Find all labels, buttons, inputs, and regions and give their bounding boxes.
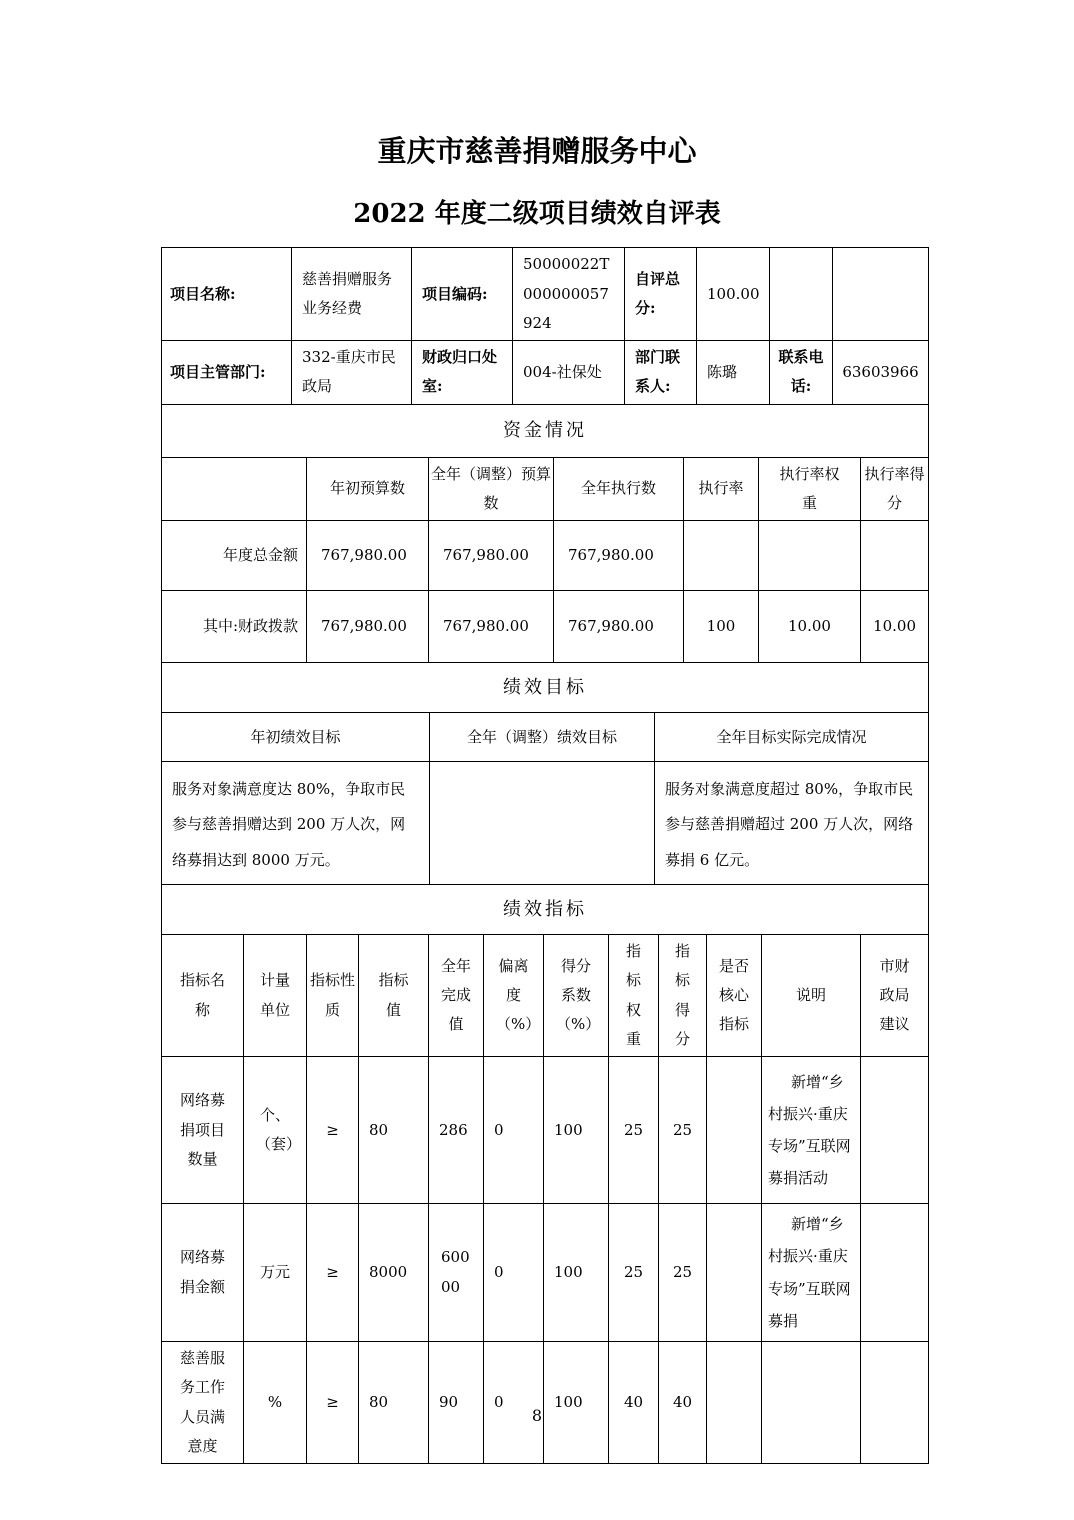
indicator-coefficient: 100 — [544, 1057, 609, 1204]
dept-value: 332-重庆市民政局 — [292, 341, 412, 405]
empty-cell — [770, 248, 833, 341]
funding-table — [161, 404, 929, 664]
dept-label: 项目主管部门: — [162, 341, 292, 405]
contact-value: 陈璐 — [697, 341, 770, 405]
table-row — [162, 713, 929, 762]
project-info-table — [161, 247, 929, 404]
indicator-target: 80 — [359, 1057, 429, 1204]
row-label: 年度总金额 — [162, 521, 307, 591]
page-title: 重庆市慈善捐赠服务中心 — [377, 134, 697, 168]
indicator-core — [707, 1204, 762, 1342]
self-score-label: 自评总分: — [625, 248, 697, 341]
table-row — [162, 591, 929, 663]
table-row — [162, 762, 929, 885]
indicator-nature: ≥ — [307, 1057, 359, 1204]
indicator-deviation: 0 — [484, 1204, 544, 1342]
indicator-actual: 286 — [429, 1057, 484, 1204]
project-name-label: 项目名称: — [162, 248, 292, 341]
project-code-label: 项目编码: — [412, 248, 513, 341]
table-row — [162, 935, 929, 1057]
table-cell: 767,980.00 — [307, 521, 429, 591]
table-cell: 767,980.00 — [554, 521, 684, 591]
indicator-actual: 90 — [429, 1342, 484, 1464]
table-cell — [759, 521, 861, 591]
indicator-unit: 个、（套） — [244, 1057, 307, 1204]
indicator-note: 新增“乡村振兴·重庆专场”互联网募捐活动 — [762, 1057, 861, 1204]
indicator-score: 25 — [659, 1204, 707, 1342]
adjusted-goal-text — [430, 762, 655, 885]
column-header: 执行率得分 — [861, 457, 929, 521]
table-cell — [861, 521, 929, 591]
project-code-value: 50000022T000000057924 — [513, 248, 625, 341]
column-header: 执行率 — [684, 457, 759, 521]
row-label: 其中:财政拨款 — [162, 591, 307, 663]
indicator-core — [707, 1342, 762, 1464]
indicator-unit: 万元 — [244, 1204, 307, 1342]
indicator-core — [707, 1057, 762, 1204]
column-header: 指标性质 — [307, 935, 359, 1057]
column-header — [162, 457, 307, 521]
column-header: 全年（调整）绩效目标 — [430, 713, 655, 762]
indicator-note: 新增“乡村振兴·重庆专场”互联网募捐 — [762, 1204, 861, 1342]
indicator-note — [762, 1342, 861, 1464]
finance-office-label: 财政归口处室: — [412, 341, 513, 405]
table-row — [162, 521, 929, 591]
table-cell: 100 — [684, 591, 759, 663]
table-row — [162, 1204, 929, 1342]
indicator-name: 网络募捐金额 — [162, 1204, 244, 1342]
table-row — [162, 663, 929, 713]
contact-label: 部门联系人: — [625, 341, 697, 405]
table-row — [162, 885, 929, 935]
actual-result-text: 服务对象满意度超过 80%，争取市民参与慈善捐赠超过 200 万人次，网络募捐 6 亿元。 — [655, 762, 929, 885]
goals-section-title: 绩效目标 — [162, 663, 929, 713]
table-row — [162, 341, 929, 405]
indicator-suggestion — [861, 1057, 929, 1204]
finance-office-value: 004-社保处 — [513, 341, 625, 405]
column-header: 全年完成值 — [429, 935, 484, 1057]
table-row — [162, 1342, 929, 1464]
column-header: 全年（调整）预算数 — [429, 457, 554, 521]
table-cell: 10.00 — [861, 591, 929, 663]
indicator-deviation: 0 — [484, 1057, 544, 1204]
column-header: 指标值 — [359, 935, 429, 1057]
indicator-name: 慈善服务工作人员满意度 — [162, 1342, 244, 1464]
indicator-coefficient: 100 — [544, 1204, 609, 1342]
goals-table — [161, 662, 929, 885]
indicator-weight: 25 — [609, 1204, 659, 1342]
column-header: 偏离度（%） — [484, 935, 544, 1057]
phone-label: 联系电话: — [770, 341, 833, 405]
indicator-suggestion — [861, 1342, 929, 1464]
project-name-value: 慈善捐赠服务业务经费 — [292, 248, 412, 341]
column-header: 市财政局建议 — [861, 935, 929, 1057]
empty-cell — [833, 248, 929, 341]
column-header: 指标权重 — [609, 935, 659, 1057]
column-header: 说明 — [762, 935, 861, 1057]
indicator-name: 网络募捐项目数量 — [162, 1057, 244, 1204]
indicator-score: 40 — [659, 1342, 707, 1464]
self-score-value: 100.00 — [697, 248, 770, 341]
indicator-weight: 40 — [609, 1342, 659, 1464]
indicators-table — [161, 884, 929, 1464]
indicator-target: 80 — [359, 1342, 429, 1464]
self-evaluation-table — [161, 247, 928, 1464]
table-cell: 767,980.00 — [429, 521, 554, 591]
table-cell — [684, 521, 759, 591]
initial-goal-text: 服务对象满意度达 80%，争取市民参与慈善捐赠达到 200 万人次，网络募捐达到 8000 万元。 — [162, 762, 430, 885]
column-header: 执行率权重 — [759, 457, 861, 521]
table-cell: 767,980.00 — [554, 591, 684, 663]
column-header: 全年目标实际完成情况 — [655, 713, 929, 762]
phone-value: 63603966 — [833, 341, 929, 405]
indicator-actual: 60000 — [429, 1204, 484, 1342]
table-row — [162, 248, 929, 341]
column-header: 是否核心指标 — [707, 935, 762, 1057]
indicator-score: 25 — [659, 1057, 707, 1204]
table-cell: 767,980.00 — [307, 591, 429, 663]
column-header: 年初绩效目标 — [162, 713, 430, 762]
page-subtitle: 2022 年度二级项目绩效自评表 — [353, 198, 721, 229]
indicator-nature: ≥ — [307, 1342, 359, 1464]
column-header: 计量单位 — [244, 935, 307, 1057]
indicator-target: 8000 — [359, 1204, 429, 1342]
table-row — [162, 404, 929, 457]
column-header: 年初预算数 — [307, 457, 429, 521]
funding-section-title: 资金情况 — [162, 404, 929, 457]
column-header: 指标名称 — [162, 935, 244, 1057]
table-cell: 10.00 — [759, 591, 861, 663]
table-row — [162, 1057, 929, 1204]
indicator-suggestion — [861, 1204, 929, 1342]
indicator-coefficient: 100 — [544, 1342, 609, 1464]
indicator-nature: ≥ — [307, 1204, 359, 1342]
page-number: 8 — [531, 1406, 543, 1425]
indicators-section-title: 绩效指标 — [162, 885, 929, 935]
indicator-deviation: 0 — [484, 1342, 544, 1464]
indicator-weight: 25 — [609, 1057, 659, 1204]
column-header: 得分系数（%） — [544, 935, 609, 1057]
indicator-unit: % — [244, 1342, 307, 1464]
table-cell: 767,980.00 — [429, 591, 554, 663]
column-header: 全年执行数 — [554, 457, 684, 521]
column-header: 指标得分 — [659, 935, 707, 1057]
table-row — [162, 457, 929, 521]
